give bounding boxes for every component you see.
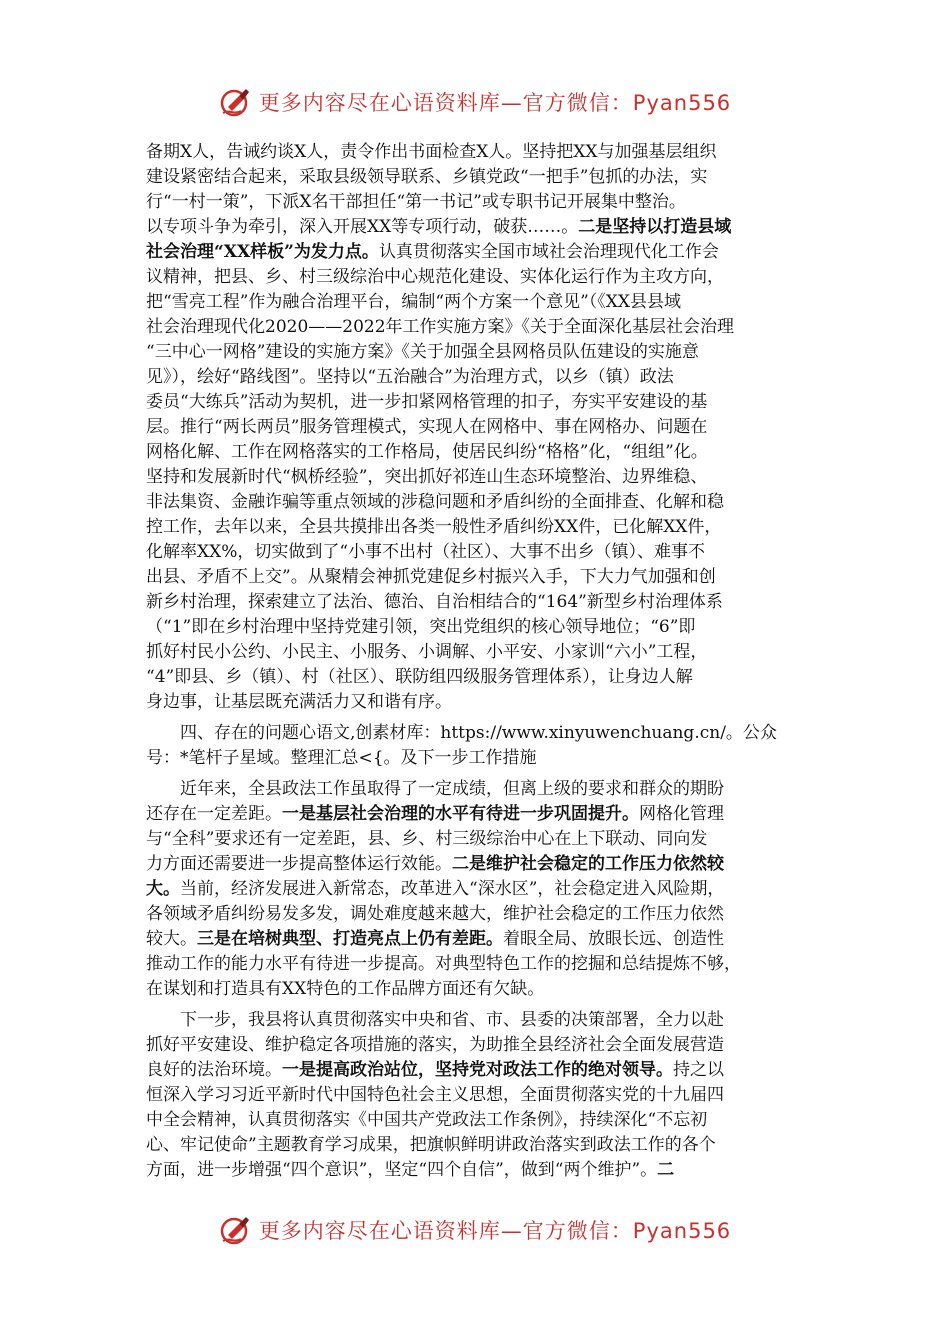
text-line xyxy=(146,440,808,465)
body-text: 与“全科”要求还有一定差距，县、乡、村三级综治中心在上下联动、同向发 xyxy=(146,829,708,849)
body-text: 还存在一定差距。 xyxy=(146,804,282,824)
body-text: 抓好村民小公约、小民主、小服务、小调解、小平安、小家训“六小”工程， xyxy=(146,642,708,662)
body-text: 在谋划和打造具有XX特色的工作品牌方面还有欠缺。 xyxy=(146,979,545,999)
body-text: 持之以 xyxy=(673,1060,724,1080)
body-text: 抓好平安建设、维护稳定各项措施的落实，为助推全县经济社会全面发展营造 xyxy=(146,1035,724,1055)
body-text: 号：*笔杆子星域。整理汇总<{。及下一步工作措施 xyxy=(146,748,537,768)
text-line xyxy=(146,365,808,390)
text-line xyxy=(146,721,808,746)
text-line xyxy=(146,1058,808,1083)
body-text: 以专项斗争为牵引，深入开展XX等专项行动，破获……。 xyxy=(146,217,579,237)
body-text: 控工作，去年以来，全县共摸排出各类一般性矛盾纠纷XX件，已化解XX件， xyxy=(146,517,722,537)
text-line xyxy=(146,1033,808,1058)
text-line xyxy=(146,690,808,715)
text-line xyxy=(146,665,808,690)
body-text: 备期X人，告诫约谈X人，责令作出书面检查X人。坚持把XX与加强基层组织 xyxy=(146,142,717,162)
text-line xyxy=(146,490,808,515)
text-line xyxy=(146,777,808,802)
document-body xyxy=(146,140,808,1183)
text-line xyxy=(146,952,808,977)
header-banner-text: 更多内容尽在心语资料库—官方微信：Pyan556 xyxy=(258,91,732,115)
text-line xyxy=(146,802,808,827)
body-text: 认真贯彻落实全国市域社会治理现代化工作会 xyxy=(378,242,719,262)
body-text: 建设紧密结合起来，采取县级领导联系、乡镇党政“一把手”包抓的办法，实 xyxy=(146,167,708,187)
text-line xyxy=(146,165,808,190)
body-text: 恒深入学习习近平新时代中国特色社会主义思想，全面贯彻落实党的十九届四 xyxy=(146,1085,724,1105)
text-line xyxy=(146,877,808,902)
text-line xyxy=(146,746,808,771)
body-text: 见》），绘好“路线图”。坚持以“五治融合”为治理方式，以乡（镇）政法 xyxy=(146,367,674,387)
body-text: 中全会精神，认真贯彻落实《中国共产党政法工作条例》，持续深化“不忘初 xyxy=(146,1110,708,1130)
text-line xyxy=(146,1083,808,1108)
body-text: （“1”即在乡村治理中坚持党建引领，突出党组织的核心领导地位；“6”即 xyxy=(146,617,696,637)
body-text: 方面，进一步增强“四个意识”，坚定“四个自信”，做到“两个维护”。 xyxy=(146,1160,658,1180)
body-text: 新乡村治理，探索建立了法治、德治、自治相结合的“164”新型乡村治理体系 xyxy=(146,592,723,612)
bold-heading-text: 二是维护社会稳定的工作压力依然较 xyxy=(452,854,724,874)
body-text: 良好的法治环境。 xyxy=(146,1060,282,1080)
footer-banner-text: 更多内容尽在心语资料库—官方微信：Pyan556 xyxy=(258,1219,732,1243)
body-text: 委员“大练兵”活动为契机，进一步扣紧网格管理的扣子，夯实平安建设的基 xyxy=(146,392,708,412)
text-line xyxy=(146,190,808,215)
text-line xyxy=(146,565,808,590)
body-text: 非法集资、金融诈骗等重点领域的涉稳问题和矛盾纠纷的全面排查、化解和稳 xyxy=(146,492,724,512)
text-line xyxy=(146,977,808,1002)
bold-heading-text: 二 xyxy=(657,1160,675,1180)
text-line xyxy=(146,315,808,340)
text-line xyxy=(146,902,808,927)
body-text: 较大。 xyxy=(146,929,197,949)
body-text: 四、存在的问题心语文,创素材库：https://www.xinyuwenchuang.cn/。公众 xyxy=(180,723,777,743)
bold-heading-text: 一是基层社会治理的水平有待进一步巩固提升。 xyxy=(282,804,639,824)
pen-logo-icon xyxy=(219,85,253,119)
body-text: 力方面还需要进一步提高整体运行效能。 xyxy=(146,854,452,874)
body-text: 化解率XX%，切实做到了“小事不出村（社区）、大事不出乡（镇）、难事不 xyxy=(146,542,706,562)
body-text: 当前，经济发展进入新常态，改革进入“深水区”，社会稳定进入风险期， xyxy=(180,879,725,899)
text-line xyxy=(146,852,808,877)
text-line xyxy=(146,827,808,852)
text-line xyxy=(146,927,808,952)
body-text: 坚持和发展新时代“枫桥经验”，突出抓好祁连山生态环境整治、边界维稳、 xyxy=(146,467,708,487)
body-text: 心、牢记使命”主题教育学习成果，把旗帜鲜明讲政治落实到政法工作的各个 xyxy=(146,1135,716,1155)
text-line xyxy=(146,1108,808,1133)
body-text: 下一步，我县将认真贯彻落实中央和省、市、县委的决策部署，全力以赴 xyxy=(180,1010,724,1030)
body-text: 把“雪亮工程”作为融合治理平台，编制“两个方案一个意见”（《XX县县域 xyxy=(146,292,681,312)
text-line xyxy=(146,215,808,240)
body-text: 各领域矛盾纠纷易发多发，调处难度越来越大，维护社会稳定的工作压力依然 xyxy=(146,904,724,924)
bold-heading-text: 社会治理“XX样板”为发力点。 xyxy=(146,242,379,262)
text-line xyxy=(146,465,808,490)
text-line xyxy=(146,1158,808,1183)
body-text: 议精神，把县、乡、村三级综治中心规范化建设、实体化运行作为主攻方向， xyxy=(146,267,724,287)
body-text: 出县、矛盾不上交”。从聚精会神抓党建促乡村振兴入手，下大力气加强和创 xyxy=(146,567,716,587)
text-line xyxy=(146,1133,808,1158)
text-line xyxy=(146,340,808,365)
body-text: 推动工作的能力水平有待进一步提高。对典型特色工作的挖掘和总结提炼不够， xyxy=(146,954,741,974)
text-line xyxy=(146,290,808,315)
bold-heading-text: 二是坚持以打造县域 xyxy=(578,217,732,237)
text-line xyxy=(146,640,808,665)
bold-heading-text: 三是在培树典型、打造亮点上仍有差距。 xyxy=(197,929,503,949)
footer-banner xyxy=(0,1210,950,1250)
text-line xyxy=(146,390,808,415)
body-text: 网格化管理 xyxy=(639,804,724,824)
bold-heading-text: 大。 xyxy=(146,879,180,899)
text-line xyxy=(146,590,808,615)
body-text: 社会治理现代化2020——2022年工作实施方案》《关于全面深化基层社会治理 xyxy=(146,317,735,337)
body-text: 行“一村一策”，下派X名干部担任“第一书记”或专职书记开展集中整治。 xyxy=(146,192,686,212)
body-text: “4”即县、乡（镇）、村（社区）、联防组四级服务管理体系），让身边人解 xyxy=(146,667,693,687)
body-text: 近年来，全县政法工作虽取得了一定成绩，但离上级的要求和群众的期盼 xyxy=(180,779,724,799)
text-line xyxy=(146,540,808,565)
body-text: 层。推行“两长两员”服务管理模式，实现人在网格中、事在网格办、问题在 xyxy=(146,417,708,437)
header-banner xyxy=(0,82,950,122)
text-line xyxy=(146,265,808,290)
text-line xyxy=(146,415,808,440)
body-text: 着眼全局、放眼长远、创造性 xyxy=(503,929,724,949)
text-line xyxy=(146,515,808,540)
text-line xyxy=(146,140,808,165)
body-text: 身边事，让基层既充满活力又和谐有序。 xyxy=(146,692,452,712)
pen-logo-icon xyxy=(219,1213,253,1247)
body-text: “三中心一网格”建设的实施方案》《关于加强全县网格员队伍建设的实施意 xyxy=(146,342,699,362)
bold-heading-text: 一是提高政治站位，坚持党对政法工作的绝对领导。 xyxy=(282,1060,673,1080)
text-line xyxy=(146,240,808,265)
text-line xyxy=(146,615,808,640)
body-text: 网格化解、工作在网格落实的工作格局，使居民纠纷“格格”化，“组组”化。 xyxy=(146,442,708,462)
text-line xyxy=(146,1008,808,1033)
